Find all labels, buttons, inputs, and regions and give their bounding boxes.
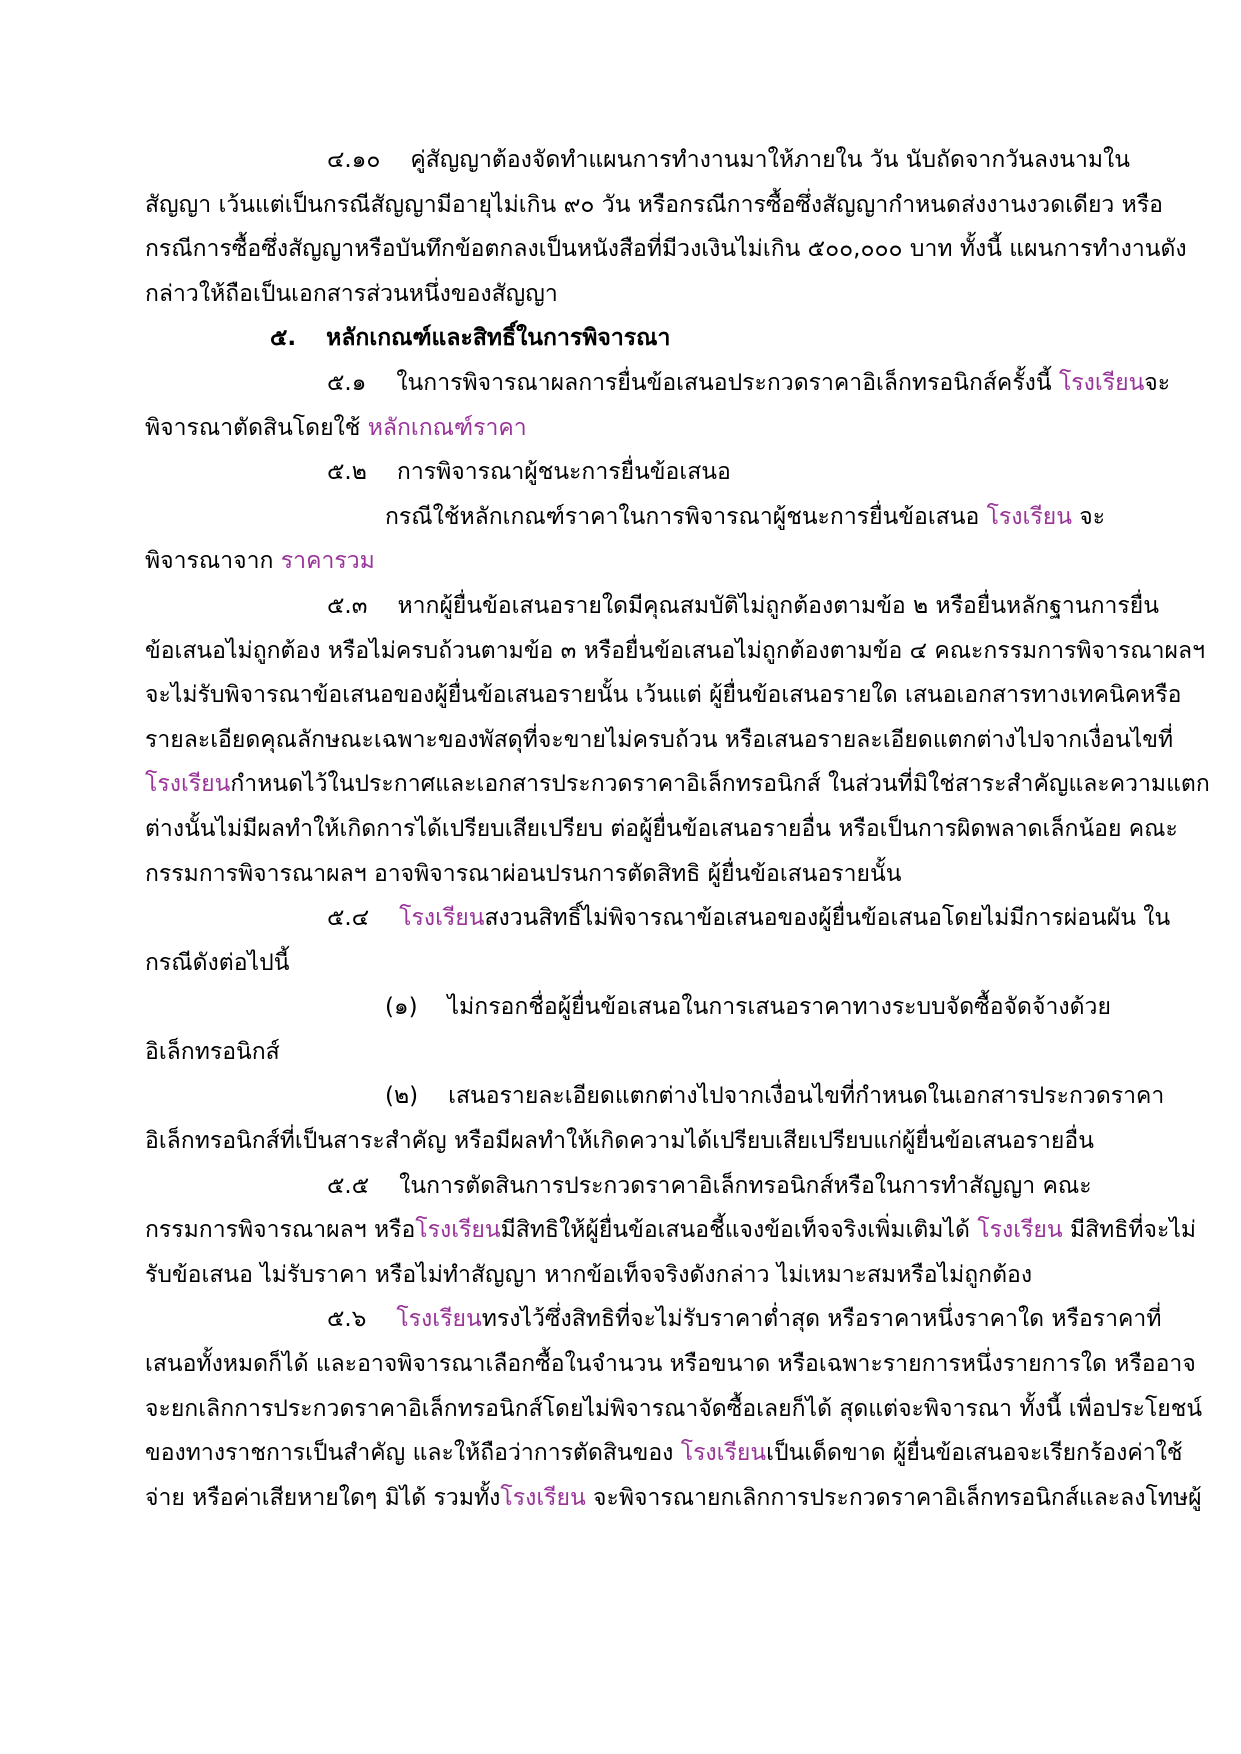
text-line <box>0 272 1241 317</box>
tab-gap <box>418 1013 448 1014</box>
text-segment: จะยกเลิกการประกวดราคาอิเล็กทรอนิกส์โดยไม่พิจารณาจัดซื้อเลยก็ได้ สุดแต่จะพิจารณา ทั้งนี้ เพื่อประโยชน์ <box>145 1395 1203 1422</box>
text-line <box>0 1297 1241 1342</box>
text-segment: เสนอรายละเอียดแตกต่างไปจากเงื่อนไขที่กำหนดในเอกสารประกวดราคา <box>448 1083 1165 1110</box>
text-segment: ๕.๕ <box>327 1172 370 1199</box>
tab-gap <box>369 1192 399 1193</box>
text-segment: อิเล็กทรอนิกส์ที่เป็นสาระสำคัญ หรือมีผลทำให้เกิดความได้เปรียบเสียเปรียบแก่ผู้ยื่นข้อเสนอรายอื่น <box>145 1128 1094 1155</box>
text-line <box>0 1119 1241 1164</box>
text-line <box>0 985 1241 1030</box>
text-line <box>0 316 1241 361</box>
text-segment: กล่าวให้ถือเป็นเอกสารส่วนหนึ่งของสัญญา <box>145 280 558 307</box>
tab-gap <box>418 1102 448 1103</box>
text-line <box>0 539 1241 584</box>
text-segment: หากผู้ยื่นข้อเสนอรายใดมีคุณสมบัติไม่ถูกต้องตามข้อ ๒ หรือยื่นหลักฐานการยื่น <box>397 592 1159 619</box>
text-segment: จะไม่รับพิจารณาข้อเสนอของผู้ยื่นข้อเสนอรายนั้น เว้นแต่ ผู้ยื่นข้อเสนอรายใด เสนอเอกสารทางเทคนิคหรือ <box>145 682 1182 709</box>
field-highlight: โรงเรียน <box>680 1440 767 1467</box>
text-segment: การพิจารณาผู้ชนะการยื่นข้อเสนอ <box>396 459 731 486</box>
text-segment: พิจารณาตัดสินโดยใช้ <box>145 414 368 441</box>
text-segment: มีสิทธิที่จะไม่ <box>1062 1217 1197 1244</box>
text-segment: กรณีใช้หลักเกณฑ์ราคาในการพิจารณาผู้ชนะการยื่นข้อเสนอ <box>385 503 987 530</box>
tab-gap <box>369 924 399 925</box>
text-segment: กรรมการพิจารณาผลฯ อาจพิจารณาผ่อนปรนการตัดสิทธิ ผู้ยื่นข้อเสนอรายนั้น <box>145 860 902 887</box>
field-highlight: โรงเรียน <box>500 1484 586 1511</box>
text-line <box>0 227 1241 272</box>
text-line <box>0 1164 1241 1209</box>
text-line <box>0 1431 1241 1476</box>
text-segment: ๔.๑๐ <box>327 147 381 173</box>
text-line <box>0 718 1241 763</box>
text-segment: ของทางราชการเป็นสำคัญ และให้ถือว่าการตัดสินของ <box>145 1440 681 1467</box>
text-segment: กำหนดไว้ในประกาศและเอกสารประกวดราคาอิเล็กทรอนิกส์ ในส่วนที่มิใช่สาระสำคัญและความแตก <box>230 771 1210 798</box>
field-highlight: โรงเรียน <box>1058 369 1145 396</box>
tab-gap <box>367 612 397 613</box>
text-segment: หลักเกณฑ์และสิทธิ์ในการพิจารณา <box>326 325 671 352</box>
text-segment: จะ <box>1144 369 1171 396</box>
text-segment: คู่สัญญาต้องจัดทำแผนการทำงานมาให้ภายใน วัน นับถัดจากวันลงนามใน <box>410 147 1130 173</box>
text-segment: รับข้อเสนอ ไม่รับราคา หรือไม่ทำสัญญา หากข้อเท็จจริงดังกล่าว ไม่เหมาะสมหรือไม่ถูกต้อง <box>145 1261 1033 1288</box>
tab-gap <box>367 478 397 479</box>
text-segment: ต่างนั้นไม่มีผลทำให้เกิดการได้เปรียบเสียเปรียบ ต่อผู้ยื่นข้อเสนอรายอื่น หรือเป็นการผิดพลาดเล็กน้อย คณะ <box>145 815 1178 842</box>
text-segment: ๕.๒ <box>327 459 367 486</box>
tab-gap <box>296 344 326 345</box>
text-segment: จะพิจารณายกเลิกการประกวดราคาอิเล็กทรอนิกส์และลงโทษผู้ <box>585 1484 1202 1511</box>
tab-gap <box>366 389 396 390</box>
text-segment: กรณีการซื้อซึ่งสัญญาหรือบันทึกข้อตกลงเป็นหนังสือที่มีวงเงินไม่เกิน ๕๐๐,๐๐๐ บาท ทั้งนี้ แผนการทำงานดัง <box>145 236 1187 263</box>
field-highlight: ราคารวม <box>280 548 375 575</box>
text-segment: ไม่กรอกชื่อผู้ยื่นข้อเสนอในการเสนอราคาทางระบบจัดซื้อจัดจ้างด้วย <box>447 994 1111 1021</box>
text-segment: มีสิทธิให้ผู้ยื่นข้อเสนอชี้แจงข้อเท็จจริงเพิ่มเติมได้ <box>500 1217 978 1244</box>
field-highlight: โรงเรียน <box>986 503 1072 530</box>
text-line <box>0 852 1241 897</box>
text-line <box>0 762 1241 807</box>
text-segment: กรรมการพิจารณาผลฯ หรือ <box>145 1217 416 1244</box>
tab-gap <box>366 1325 396 1326</box>
text-segment: ๕. <box>270 325 297 352</box>
text-segment: ทรงไว้ซึ่งสิทธิที่จะไม่รับราคาต่ำสุด หรือราคาหนึ่งราคาใด หรือราคาที่ <box>481 1306 1162 1333</box>
text-line <box>0 1476 1241 1521</box>
text-segment: อิเล็กทรอนิกส์ <box>145 1038 280 1065</box>
text-line <box>0 584 1241 629</box>
tab-gap <box>380 166 410 167</box>
text-segment: ในการตัดสินการประกวดราคาอิเล็กทรอนิกส์หรือในการทำสัญญา คณะ <box>399 1172 1092 1199</box>
text-line <box>0 1208 1241 1253</box>
text-line <box>0 183 1241 228</box>
text-line <box>0 673 1241 718</box>
text-line <box>0 361 1241 406</box>
field-highlight: โรงเรียน <box>396 1306 482 1333</box>
text-segment: จะ <box>1071 503 1106 530</box>
text-segment: เสนอทั้งหมดก็ได้ และอาจพิจารณาเลือกซื้อในจำนวน หรือขนาด หรือเฉพาะรายการหนึ่งรายการใด หรืออาจ <box>145 1351 1196 1378</box>
text-segment: ข้อเสนอไม่ถูกต้อง หรือไม่ครบถ้วนตามข้อ ๓ หรือยื่นข้อเสนอไม่ถูกต้องตามข้อ ๔ คณะกรรมการพิจารณาผลฯ <box>145 637 1206 664</box>
field-highlight: หลักเกณฑ์ราคา <box>367 414 527 441</box>
text-segment: ๕.๓ <box>327 592 368 619</box>
text-segment: สัญญา เว้นแต่เป็นกรณีสัญญามีอายุไม่เกิน ๙๐ วัน หรือกรณีการซื้อซึ่งสัญญากำหนดส่งงานงวดเดียว หรือ <box>145 191 1163 218</box>
document-body-text <box>0 138 1241 1520</box>
text-line <box>0 450 1241 495</box>
text-segment: สงวนสิทธิ์ไม่พิจารณาข้อเสนอของผู้ยื่นข้อเสนอโดยไม่มีการผ่อนผัน ใน <box>484 905 1171 932</box>
text-segment: ๕.๖ <box>327 1306 367 1333</box>
text-line <box>0 807 1241 852</box>
text-segment: พิจารณาจาก <box>145 548 281 575</box>
text-segment: ๕.๔ <box>327 905 370 932</box>
text-line <box>0 1342 1241 1387</box>
field-highlight: โรงเรียน <box>977 1217 1063 1244</box>
text-segment: (๒) <box>385 1083 419 1110</box>
text-segment: ในการพิจารณาผลการยื่นข้อเสนอประกวดราคาอิเล็กทรอนิกส์ครั้งนี้ <box>396 369 1059 396</box>
text-segment: (๑) <box>385 994 418 1021</box>
text-line <box>0 495 1241 540</box>
field-highlight: โรงเรียน <box>145 771 231 798</box>
text-segment: รายละเอียดคุณลักษณะเฉพาะของพัสดุที่จะขายไม่ครบถ้วน หรือเสนอรายละเอียดแตกต่างไปจากเงื่อนไขที่ <box>145 726 1174 753</box>
text-segment: ๕.๑ <box>327 369 367 396</box>
text-line <box>0 1074 1241 1119</box>
text-line <box>0 896 1241 941</box>
field-highlight: โรงเรียน <box>415 1217 501 1244</box>
text-line <box>0 941 1241 986</box>
text-line <box>0 1253 1241 1298</box>
text-line <box>0 1387 1241 1432</box>
text-segment: กรณีดังต่อไปนี้ <box>145 949 290 976</box>
field-highlight: โรงเรียน <box>399 905 485 932</box>
text-segment: เป็นเด็ดขาด ผู้ยื่นข้อเสนอจะเรียกร้องค่าใช้ <box>766 1440 1183 1467</box>
text-segment: จ่าย หรือค่าเสียหายใดๆ มิได้ รวมทั้ง <box>145 1484 501 1511</box>
text-line <box>0 138 1241 183</box>
text-line <box>0 406 1241 451</box>
text-line <box>0 1030 1241 1075</box>
text-line <box>0 629 1241 674</box>
